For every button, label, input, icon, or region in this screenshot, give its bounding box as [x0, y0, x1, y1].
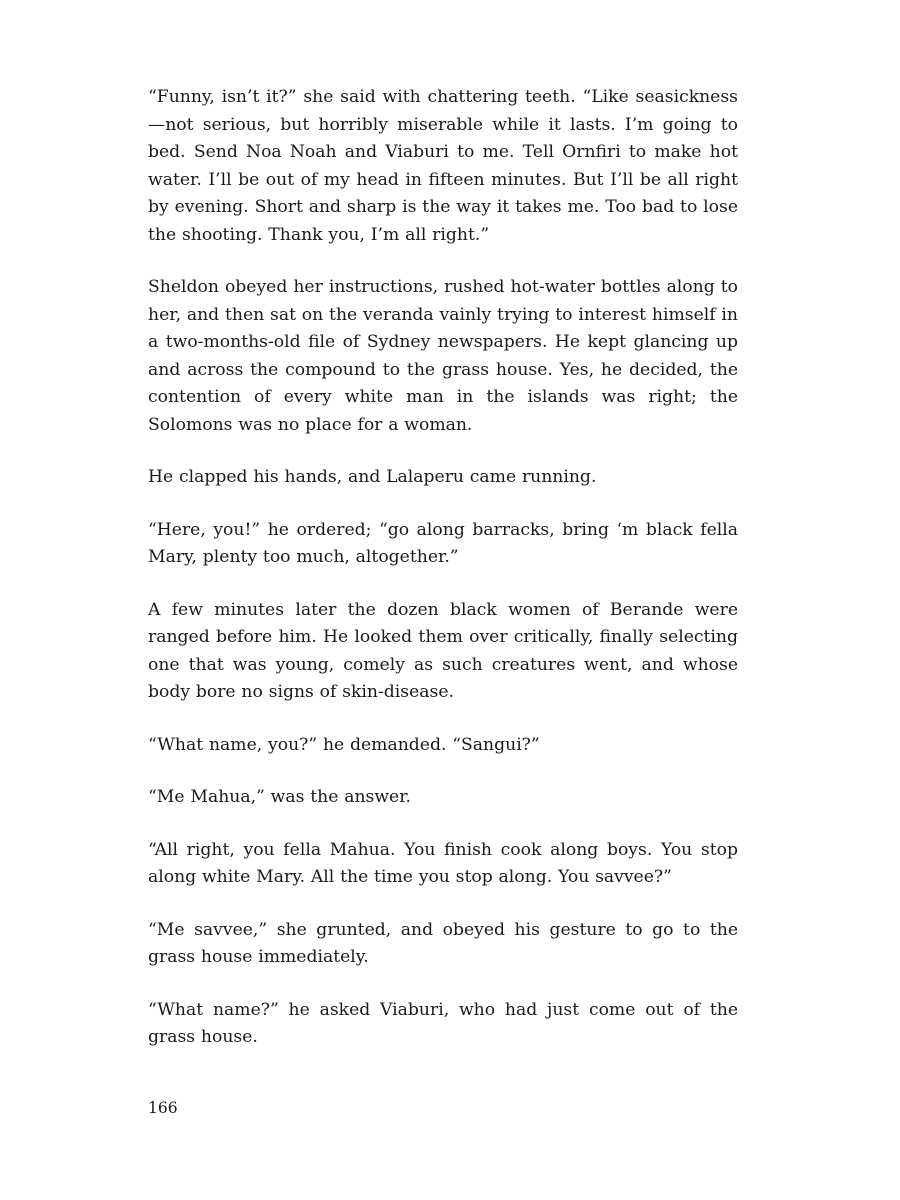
- paragraph: A few minutes later the dozen black women of Berande were ranged before him. He looked them over critically, finally selecting one that was young, comely as such creatures went, and whose body bore no signs of skin-disease.: [148, 599, 738, 702]
- paragraph: “Funny, isn’t it?” she said with chattering teeth. “Like seasickness—not serious, but horribly miserable while it lasts. I’m going to bed. Send Noa Noah and Viaburi to me. Tell Ornfiri to make hot water. I’ll be out of my head in fifteen minutes. But I’ll be all right by evening. Short and sharp is the way it takes me. Too bad to lose the shooting. Thank you, I’m all right.”: [148, 87, 738, 245]
- paragraph: He clapped his hands, and Lalaperu came running.: [148, 467, 597, 487]
- page-number: 166: [148, 1099, 178, 1117]
- paragraph: “Me Mahua,” was the answer.: [148, 787, 412, 807]
- paragraph: “What name?” he asked Viaburi, who had just come out of the grass house.: [148, 999, 738, 1047]
- body-text-column: [148, 84, 738, 1052]
- paragraph: “What name, you?” he demanded. “Sangui?”: [148, 734, 540, 755]
- paragraph: “Me savvee,” she grunted, and obeyed his gesture to go to the grass house immediately.: [148, 919, 738, 967]
- paragraph: Sheldon obeyed her instructions, rushed hot-water bottles along to her, and then sat on the veranda vainly trying to interest himself in a two-months-old file of Sydney newspapers. He kept glancing up and across the compound to the grass house. Yes, he decided, the contention of every white man in the islands was right; the Solomons was no place for a woman.: [148, 277, 738, 435]
- paragraph: “Here, you!” he ordered; “go along barracks, bring ‘m black fella Mary, plenty too much, altogether.”: [148, 519, 738, 567]
- paragraph: “All right, you fella Mahua. You finish cook along boys. You stop along white Mary. All the time you stop along. You savvee?”: [148, 839, 738, 887]
